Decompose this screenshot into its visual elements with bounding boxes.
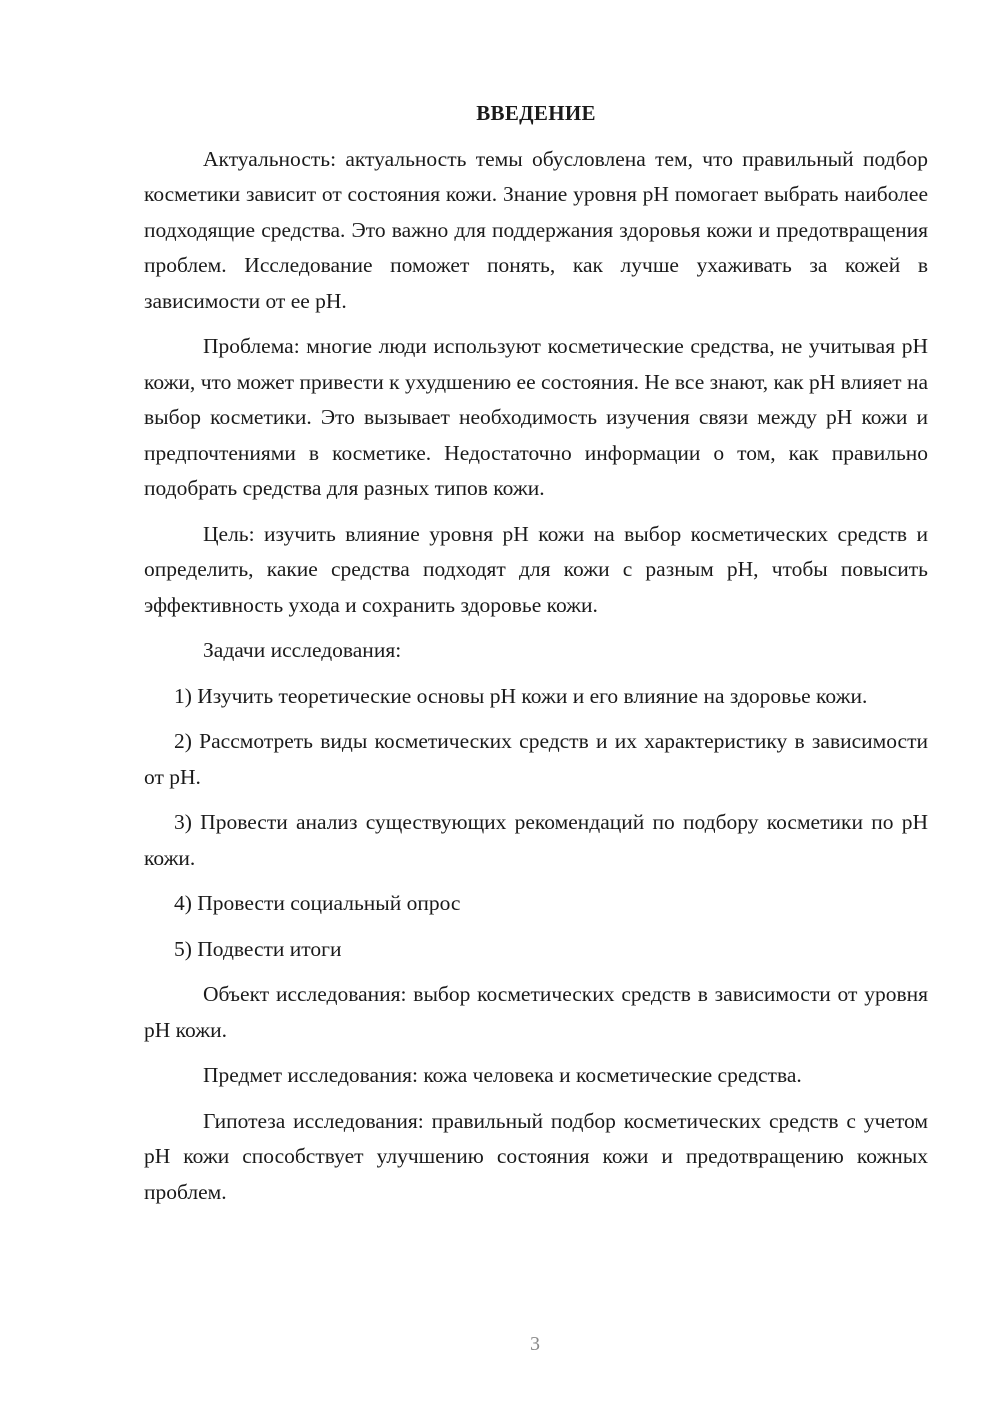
task-item: 2) Рассмотреть виды косметических средств и их характеристику в зависимости от pH. [144, 729, 928, 789]
subject-paragraph: Предмет исследования: кожа человека и косметические средства. [203, 1063, 802, 1087]
hypothesis-paragraph: Гипотеза исследования: правильный подбор косметических средств с учетом pH кожи способствует улучшению состояния кожи и предотвращению кожных проблем. [144, 1108, 928, 1204]
page-title: ВВЕДЕНИЕ [476, 101, 596, 125]
goal-paragraph: Цель: изучить влияние уровня pH кожи на выбор косметических средств и определить, какие средства подходят для кожи с разным pH, чтобы повысить эффективность ухода и сохранить здоровье кожи. [144, 521, 928, 617]
task-item: 4) Провести социальный опрос [174, 891, 461, 915]
relevance-paragraph: Актуальность: актуальность темы обусловлена тем, что правильный подбор косметики зависит от состояния кожи. Знание уровня pH помогает выбрать наиболее подходящие средства. Это важно для поддержания здоровья кожи и предотвращения проблем. Исследование поможет понять, как лучше ухаживать за кожей в зависимости от ее pH. [144, 146, 928, 313]
task-list [144, 679, 928, 968]
document-page [144, 96, 928, 1220]
task-item: 1) Изучить теоретические основы pH кожи и его влияние на здоровье кожи. [174, 683, 868, 708]
object-paragraph: Объект исследования: выбор косметических средств в зависимости от уровня pH кожи. [144, 982, 928, 1042]
tasks-heading: Задачи исследования: [203, 638, 402, 662]
page-number: 3 [530, 1333, 540, 1355]
problem-paragraph: Проблема: многие люди используют косметические средства, не учитывая pH кожи, что может привести к ухудшению ее состояния. Не все знают, как pH влияет на выбор косметики. Это вызывает необходимость изучения связи между pH кожи и предпочтениями в косметике. Недостаточно информации о том, как правильно подобрать средства для разных типов кожи. [144, 334, 928, 500]
task-item: 3) Провести анализ существующих рекомендаций по подбору косметики по pH кожи. [144, 810, 928, 870]
task-item: 5) Подвести итоги [174, 936, 342, 961]
